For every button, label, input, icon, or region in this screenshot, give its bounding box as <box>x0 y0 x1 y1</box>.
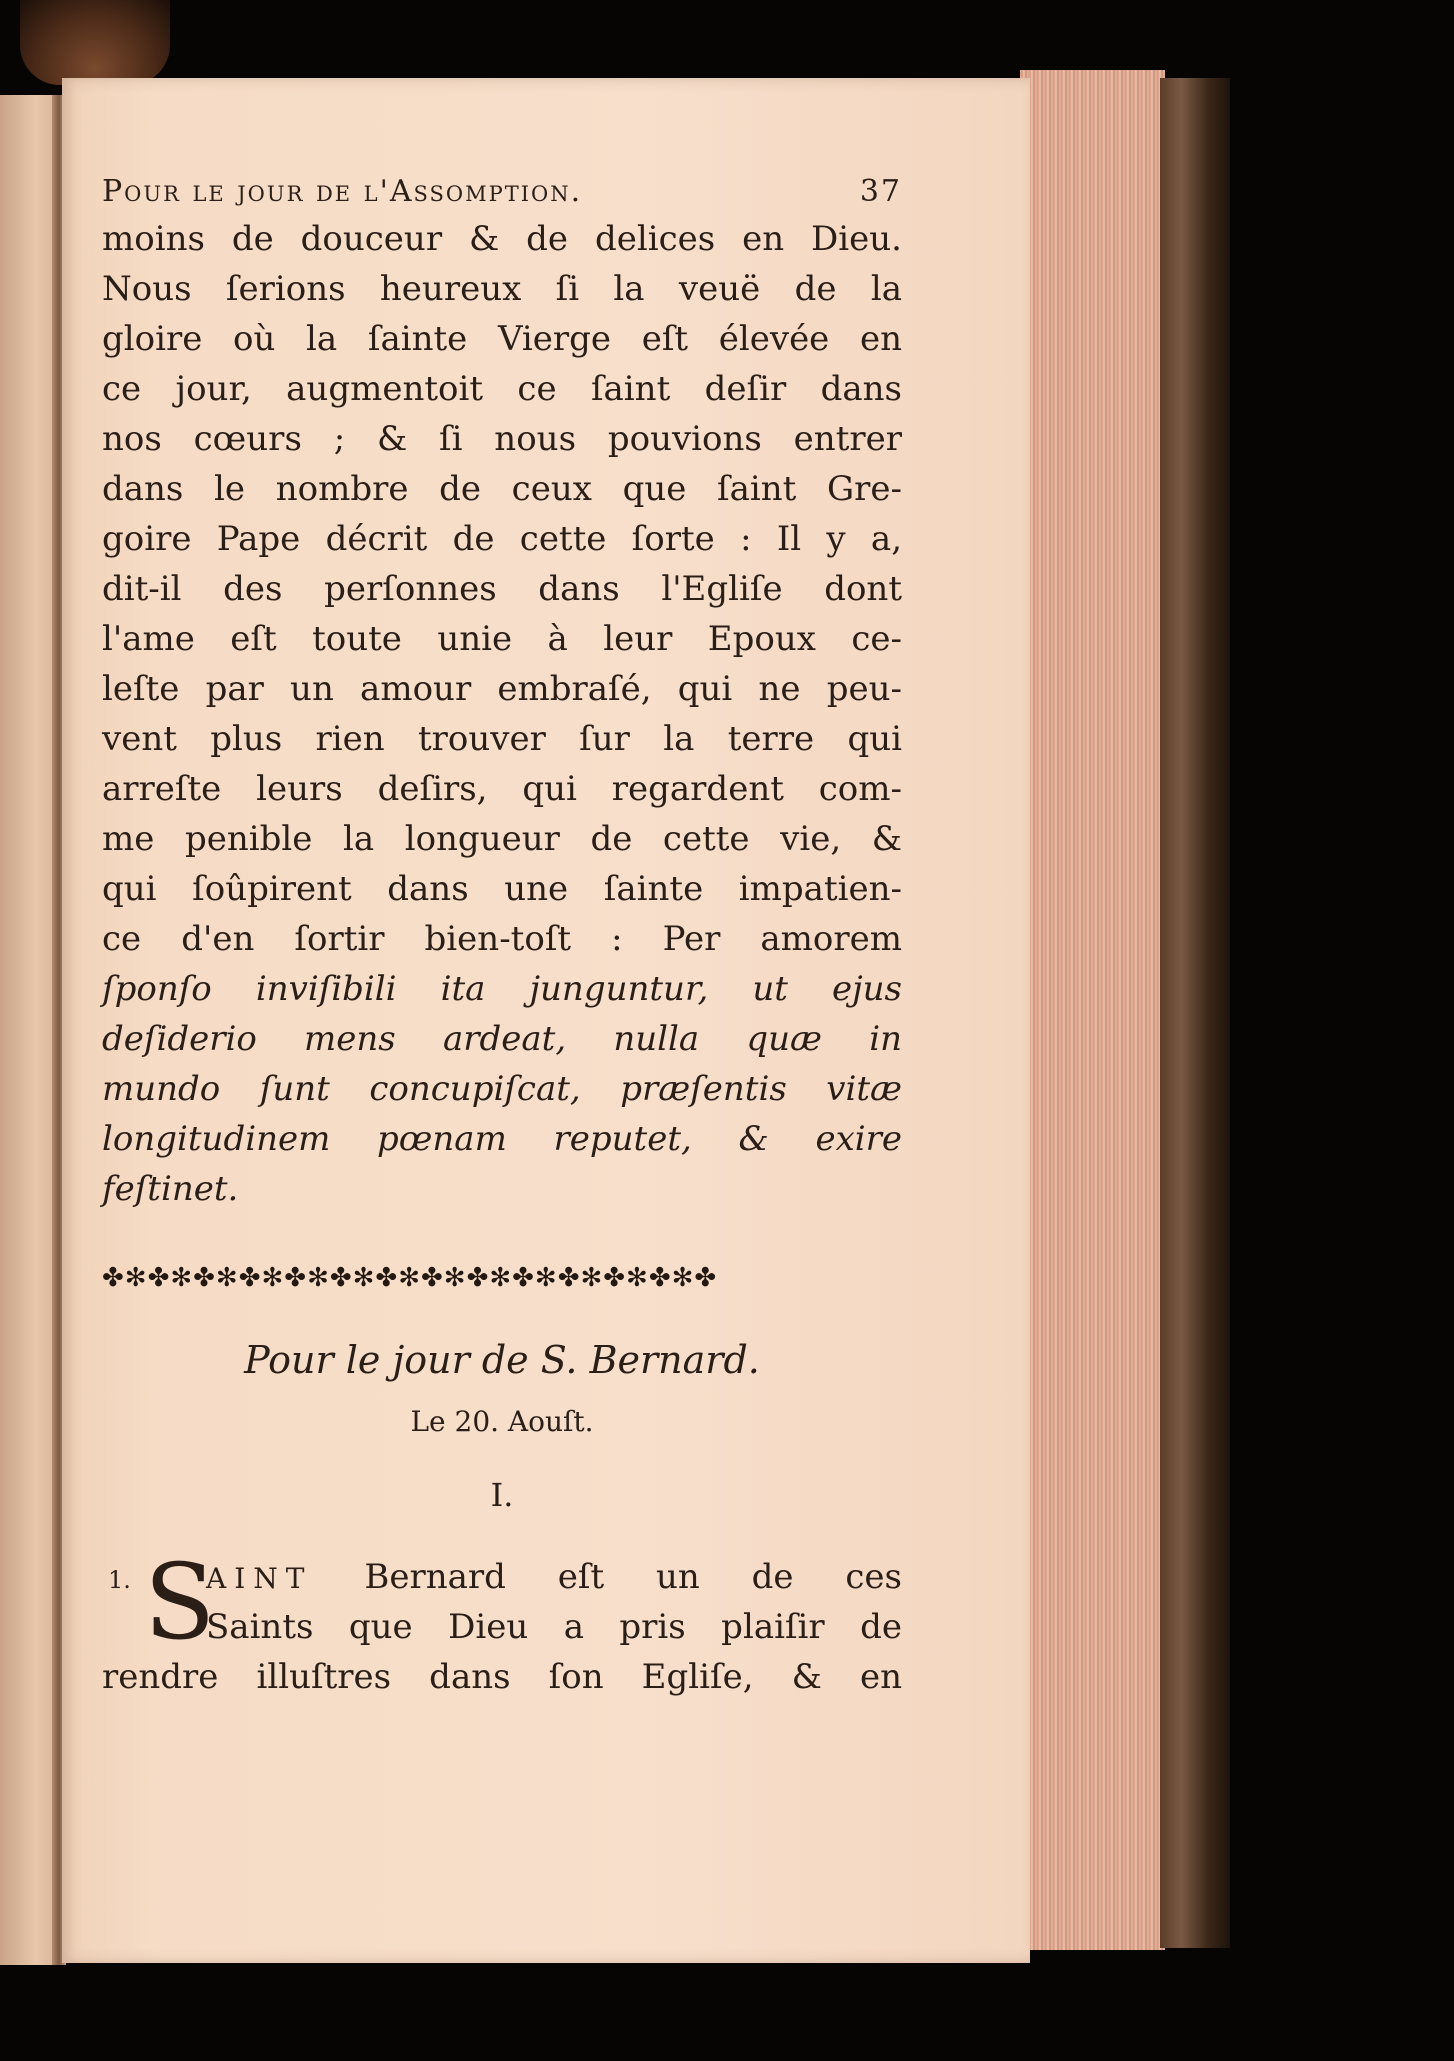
caps-word: AINT <box>206 1562 313 1595</box>
body-text <box>102 214 902 964</box>
body-line: arreſte leurs deſirs, qui regardent com- <box>102 769 902 809</box>
body-line: moins de douceur & de delices en Dieu. <box>102 219 902 259</box>
left-page-edge <box>0 95 60 1965</box>
body-line: vent plus rien trouver ſur la terre qui <box>102 719 902 759</box>
body-line: qui ſoûpirent dans une ſainte impatien- <box>102 869 902 909</box>
running-head-title: Pour le jour de l'Assomption. <box>102 174 583 209</box>
paragraph-line <box>102 1552 902 1602</box>
drop-cap: S <box>144 1541 216 1663</box>
body-line: dit-il des perſonnes dans l'Egliſe dont <box>102 569 902 609</box>
paragraph-line: Saints que Dieu a pris plaiſir de <box>206 1607 902 1647</box>
binding-top <box>20 0 170 85</box>
cover-right <box>1160 78 1230 1948</box>
latin-line: ſponſo inviſibili ita junguntur, ut ejus <box>102 969 902 1009</box>
section-date: Le 20. Aouſt. <box>410 1405 594 1438</box>
paragraph-line-rest: Bernard eſt un de ces <box>364 1557 903 1597</box>
body-line: leſte par un amour embraſé, qui ne peu- <box>102 669 902 709</box>
body-line: gloire où la ſainte Vierge eſt élevée en <box>102 319 902 359</box>
body-line: ce d'en ſortir bien-toſt : Per amorem <box>102 919 902 959</box>
latin-line: mundo ſunt concupiſcat, præſentis vitæ <box>102 1069 902 1109</box>
latin-quotation <box>102 964 902 1214</box>
running-head <box>102 170 902 214</box>
body-line: Nous ſerions heureux ſi la veuë de la <box>102 269 902 309</box>
right-page <box>62 78 1030 1963</box>
page-block-edge <box>1020 70 1165 1950</box>
body-line: goire Pape décrit de cette ſorte : Il y a, <box>102 519 902 559</box>
latin-line: feſtinet. <box>102 1169 239 1209</box>
body-line: ce jour, augmentoit ce ſaint deſir dans <box>102 369 902 409</box>
paragraph-line: rendre illuſtres dans ſon Egliſe, & en <box>102 1657 902 1697</box>
text-column <box>102 170 902 1702</box>
body-line: dans le nombre de ceux que ſaint Gre- <box>102 469 902 509</box>
section-numeral: I. <box>490 1476 514 1514</box>
body-line: nos cœurs ; & ſi nous pouvions entrer <box>102 419 902 459</box>
latin-line: deſiderio mens ardeat, nulla quæ in <box>102 1019 902 1059</box>
body-line: l'ame eſt toute unie à leur Epoux ce- <box>102 619 902 659</box>
body-line: me penible la longueur de cette vie, & <box>102 819 902 859</box>
ornament-band: ✤✻✤✻✤✻✤✻✤✻✤✻✤✻✤✻✤✻✤✻✤✻✤✻✤✻✤ <box>102 1263 718 1293</box>
latin-line: longitudinem pœnam reputet, & exire <box>102 1119 902 1159</box>
paragraph <box>102 1541 903 1702</box>
page-number: 37 <box>859 174 902 209</box>
margin-number: 1. <box>108 1566 131 1594</box>
section-title: Pour le jour de S. Bernard. <box>244 1338 760 1382</box>
